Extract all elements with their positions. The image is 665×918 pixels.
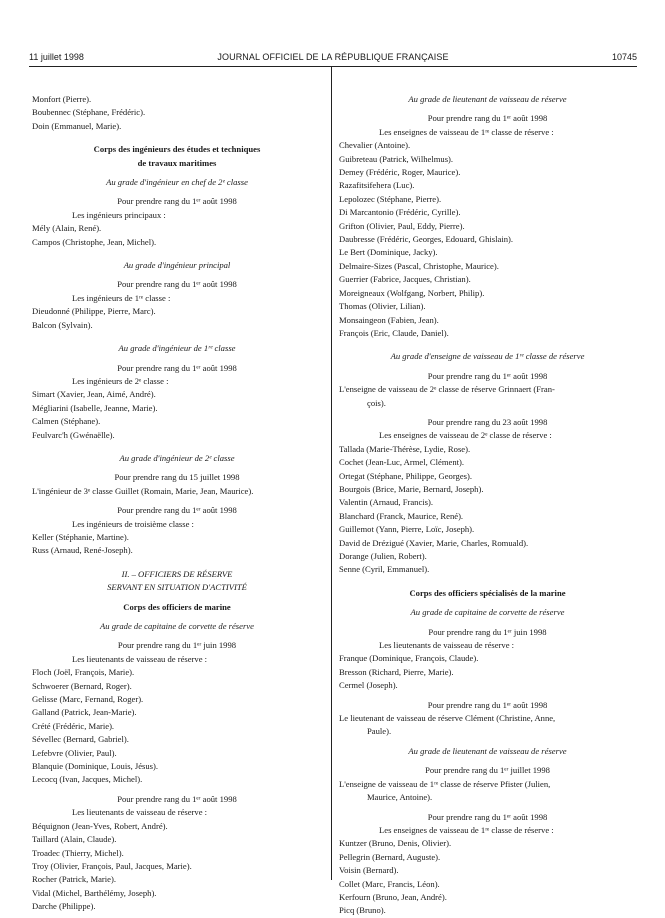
name-entry: Guibreteau (Patrick, Wilhelmus). <box>339 153 454 164</box>
rank-date: Pour prendre rang du 1ᵉʳ août 1998 <box>427 699 548 710</box>
header-journal-title: JOURNAL OFFICIEL DE LA RÉPUBLIQUE FRANÇAISE <box>217 52 449 62</box>
rank-date: Pour prendre rang du 1ᵉʳ août 1998 <box>117 279 237 290</box>
right-column <box>339 93 636 918</box>
name-entry: Collet (Marc, Francis, Léon). <box>339 878 440 889</box>
rank-date: Pour prendre rang du 1ᵉʳ août 1998 <box>117 196 237 207</box>
grade-title: Au grade d'ingénieur de 1ʳᵉ classe <box>118 343 236 354</box>
name-list <box>32 93 322 133</box>
name-entry: Taillard (Alain, Claude). <box>32 834 117 845</box>
name-entry: Pellegrin (Bernard, Auguste). <box>339 851 441 862</box>
corps-title: de travaux maritimes <box>137 157 217 168</box>
list-intro: Les ingénieurs de 2ᵉ classe : <box>72 375 169 386</box>
rank-date: Pour prendre rang du 23 août 1998 <box>427 416 548 427</box>
name-entry: Troy (Olivier, François, Paul, Jacques, Marie). <box>32 860 192 871</box>
name-entry: Doin (Emmanuel, Marie). <box>32 120 122 131</box>
name-entry: Lepolozec (Stéphane, Pierre). <box>339 193 442 204</box>
name-entry: Cochet (Jean-Luc, Armel, Clément). <box>339 457 465 468</box>
name-entry: Bresson (Richard, Pierre, Marie). <box>339 666 454 677</box>
name-list <box>339 652 636 692</box>
rank-date: Pour prendre rang du 1ᵉʳ août 1998 <box>427 113 548 124</box>
rank-date: Pour prendre rang du 1ᵉʳ août 1998 <box>427 811 548 822</box>
grade-title: Au grade de lieutenant de vaisseau de réserve <box>408 745 567 756</box>
rank-date: Pour prendre rang du 15 juillet 1998 <box>114 472 240 483</box>
name-entry: Galland (Patrick, Jean-Marie). <box>32 707 137 718</box>
header-rule <box>29 66 637 67</box>
name-entry: Russ (Arnaud, René-Joseph). <box>32 545 133 556</box>
name-entry: Boubennec (Stéphane, Frédéric). <box>32 107 146 118</box>
name-entry: Feulvarc'h (Gwénaëlle). <box>32 429 115 440</box>
list-intro: Les lieutenants de vaisseau de réserve : <box>72 653 208 664</box>
name-entry: Chevalier (Antoine). <box>339 140 411 151</box>
grade-title: Au grade de lieutenant de vaisseau de réserve <box>408 94 567 104</box>
name-entry: Gelisse (Marc, Fernand, Roger). <box>32 694 144 705</box>
list-intro: Les ingénieurs de 1ʳᵉ classe : <box>72 292 171 303</box>
rank-date: Pour prendre rang du 1ᵉʳ août 1998 <box>117 505 237 516</box>
name-entry: Grifton (Olivier, Paul, Eddy, Pierre). <box>339 220 465 231</box>
name-entry: Keller (Stéphanie, Martine). <box>32 531 129 542</box>
name-entry: Blanquie (Dominique, Louis, Jésus). <box>32 761 159 772</box>
name-entry: Di Marcantonio (Frédéric, Cyrille). <box>339 207 461 218</box>
name-entry: Guerrier (Fabrice, Jacques, Christian). <box>339 274 471 285</box>
name-entry: Schwoerer (Bernard, Roger). <box>32 680 132 691</box>
name-entry: Moreigneaux (Wolfgang, Norbert, Philip). <box>339 287 485 298</box>
name-entry: François (Eric, Claude, Daniel). <box>339 327 449 338</box>
name-entry: Lecocq (Ivan, Jacques, Michel). <box>32 774 143 785</box>
rank-date: Pour prendre rang du 1ᵉʳ juin 1998 <box>117 640 237 651</box>
grade-title: Au grade d'ingénieur en chef de 2ᵉ classe <box>106 177 248 188</box>
name-entry: Monfort (Pierre). <box>32 94 92 104</box>
list-intro: Les enseignes de vaisseau de 1ʳᵉ classe de réserve : <box>379 126 554 137</box>
name-list <box>32 388 322 442</box>
name-entry: Campos (Christophe, Jean, Michel). <box>32 236 157 247</box>
list-intro: Les enseignes de vaisseau de 1ʳᵉ classe de réserve : <box>379 824 554 835</box>
grade-title: Au grade d'enseigne de vaisseau de 1ʳᵉ classe de réserve <box>390 351 585 362</box>
name-entry: Troadec (Thierry, Michel). <box>32 847 124 858</box>
name-entry: Monsaingeon (Fabien, Jean). <box>339 314 439 325</box>
paragraph: Le lieutenant de vaisseau de réserve Clément (Christine, Anne, <box>339 713 556 724</box>
page-header <box>29 52 637 66</box>
name-entry: Vidal (Michel, Barthélémy, Joseph). <box>32 887 157 898</box>
name-list <box>339 139 636 340</box>
grade-title: Au grade de capitaine de corvette de réserve <box>410 607 565 618</box>
name-entry: Kerfourn (Bruno, Jean, André). <box>339 891 447 902</box>
name-entry: Darche (Philippe). <box>32 901 96 912</box>
name-entry: Razafitsifehera (Luc). <box>339 180 415 191</box>
name-entry: Tallada (Marie-Thérèse, Lydie, Rose). <box>339 443 471 454</box>
name-list <box>32 222 322 249</box>
name-entry: Valentin (Arnaud, Francis). <box>339 497 434 508</box>
section-title: SERVANT EN SITUATION D'ACTIVITÉ <box>107 582 247 593</box>
paragraph-continuation: çois). <box>367 397 386 408</box>
grade-title: Au grade d'ingénieur principal <box>123 260 231 271</box>
name-list <box>32 666 322 787</box>
name-entry: Demey (Frédéric, Roger, Maurice). <box>339 167 461 178</box>
name-entry: Béquignon (Jean-Yves, Robert, André). <box>32 820 168 831</box>
corps-title: Corps des officiers de marine <box>123 601 231 612</box>
section-title: II. – OFFICIERS DE RÉSERVE <box>121 568 233 579</box>
grade-title: Au grade de capitaine de corvette de réserve <box>100 621 254 631</box>
paragraph: L'ingénieur de 3ᵉ classe Guillet (Romain, Marie, Jean, Maurice). <box>32 485 254 496</box>
name-entry: Mély (Alain, René). <box>32 223 102 234</box>
corps-title: Corps des ingénieurs des études et techniques <box>93 144 261 155</box>
name-entry: Calmen (Stéphane). <box>32 416 101 427</box>
name-entry: Floch (Joël, François, Marie). <box>32 667 135 678</box>
rank-date: Pour prendre rang du 1ᵉʳ août 1998 <box>117 793 237 804</box>
name-entry: Bourgois (Brice, Marie, Bernard, Joseph). <box>339 483 484 494</box>
header-page-number: 10745 <box>611 52 637 62</box>
name-entry: Simart (Xavier, Jean, Aimé, André). <box>32 389 156 400</box>
paragraph: L'enseigne de vaisseau de 1ʳᵉ classe de réserve Pfister (Julien, <box>339 778 551 789</box>
name-entry: Senne (Cyril, Emmanuel). <box>339 564 430 575</box>
name-entry: Crété (Frédéric, Marie). <box>32 720 115 731</box>
name-entry: Sévellec (Bernard, Gabriel). <box>32 734 129 745</box>
column-divider <box>331 66 332 880</box>
name-entry: Balcon (Sylvain). <box>32 319 93 330</box>
name-entry: Le Bert (Dominique, Jacky). <box>339 247 438 258</box>
name-entry: Dorange (Julien, Robert). <box>339 551 427 561</box>
name-entry: Delmaire-Sizes (Pascal, Christophe, Maurice). <box>339 260 499 271</box>
name-entry: Franque (Dominique, François, Claude). <box>339 653 479 664</box>
name-entry: Ortegat (Stéphane, Philippe, Georges). <box>339 470 473 481</box>
name-entry: Mégliarini (Isabelle, Jeanne, Marie). <box>32 402 158 413</box>
name-list <box>32 305 322 332</box>
name-entry: Rocher (Patrick, Marie). <box>32 874 116 885</box>
name-list <box>339 443 636 577</box>
name-entry: David de Drézigué (Xavier, Marie, Charles, Romuald). <box>339 537 529 548</box>
rank-date: Pour prendre rang du 1ᵉʳ août 1998 <box>117 362 237 373</box>
list-intro: Les enseignes de vaisseau de 2ᵉ classe de réserve : <box>379 430 552 441</box>
name-entry: Cermel (Joseph). <box>339 680 398 691</box>
rank-date: Pour prendre rang du 1ᵉʳ juin 1998 <box>428 626 547 637</box>
name-entry: Lefebvre (Olivier, Paul). <box>32 747 117 758</box>
name-list <box>32 531 322 558</box>
paragraph: L'enseigne de vaisseau de 2ᵉ classe de réserve Grinnaert (Fran- <box>339 384 555 395</box>
grade-title: Au grade d'ingénieur de 2ᵉ classe <box>119 452 235 463</box>
list-intro: Les ingénieurs principaux : <box>72 209 166 220</box>
name-entry: Picq (Bruno). <box>339 905 386 916</box>
rank-date: Pour prendre rang du 1ᵉʳ juillet 1998 <box>425 765 550 776</box>
name-list <box>32 820 322 914</box>
corps-title: Corps des officiers spécialisés de la marine <box>409 587 566 598</box>
rank-date: Pour prendre rang du 1ᵉʳ août 1998 <box>427 370 548 381</box>
list-intro: Les ingénieurs de troisième classe : <box>72 518 194 529</box>
name-entry: Dieudonné (Philippe, Pierre, Marc). <box>32 306 156 317</box>
name-entry: Guillemot (Yann, Pierre, Loïc, Joseph). <box>339 524 475 535</box>
name-entry: Daubresse (Frédéric, Georges, Edouard, Ghislain). <box>339 234 514 245</box>
left-column <box>32 93 322 914</box>
name-entry: Kuntzer (Bruno, Denis, Olivier). <box>339 838 452 849</box>
name-entry: Blanchard (Franck, Maurice, René). <box>339 510 464 521</box>
name-list <box>339 837 636 917</box>
list-intro: Les lieutenants de vaisseau de réserve : <box>379 640 515 651</box>
header-date: 11 juillet 1998 <box>29 52 84 62</box>
paragraph-continuation: Paule). <box>367 726 392 737</box>
name-entry: Voisin (Bernard). <box>339 865 399 876</box>
name-entry: Thomas (Olivier, Lilian). <box>339 301 426 312</box>
list-intro: Les lieutenants de vaisseau de réserve : <box>72 807 208 818</box>
paragraph-continuation: Maurice, Antoine). <box>367 792 433 803</box>
